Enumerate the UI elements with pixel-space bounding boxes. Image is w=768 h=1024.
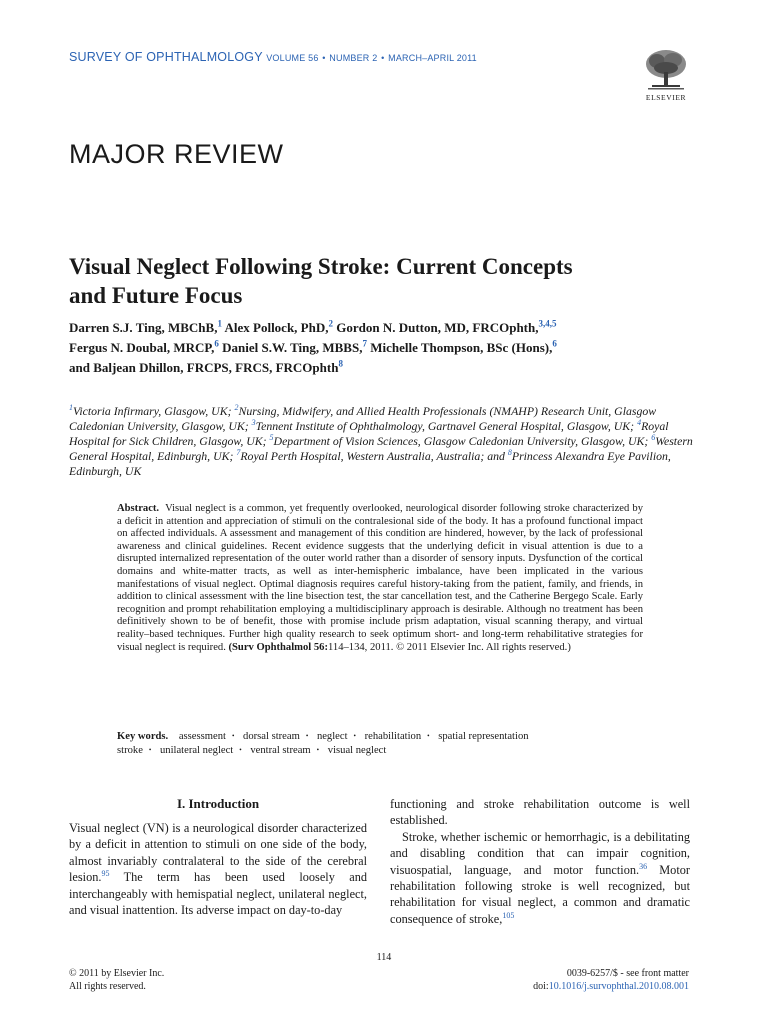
section-label: MAJOR REVIEW <box>69 139 284 169</box>
author-affiliation-ref[interactable]: 8 <box>338 358 343 369</box>
keyword[interactable]: assessment <box>178 731 226 742</box>
footer-doi <box>440 967 689 993</box>
reference-link[interactable]: 105 <box>502 910 515 920</box>
reference-link[interactable]: 95 <box>101 869 110 879</box>
author-name: and Baljean Dhillon, FRCPS, FRCS, FRCOphth <box>69 360 339 375</box>
page-number: 114 <box>376 952 392 963</box>
reference-link[interactable]: 36 <box>639 861 648 871</box>
footer-line: © 2011 by Elsevier Inc. <box>69 968 165 979</box>
keyword[interactable]: visual neglect <box>327 745 387 756</box>
title-line: Visual Neglect Following Stroke: Current Concepts <box>69 254 573 279</box>
bullet-separator: • <box>353 732 356 740</box>
author-row <box>69 318 709 338</box>
author-affiliation-ref[interactable]: 7 <box>362 338 367 349</box>
publisher-logo <box>636 48 696 102</box>
author-affiliation-ref[interactable]: 3,4,5 <box>538 318 557 329</box>
author-name: Fergus N. Doubal, MRCP, <box>69 340 215 355</box>
affiliation-text: Victoria Infirmary, Glasgow, UK; <box>73 404 235 418</box>
affiliation-text: Department of Vision Sciences, Glasgow Caledonian University, Glasgow, UK; <box>273 434 652 448</box>
tree-logo-icon <box>642 48 690 92</box>
keyword[interactable]: stroke <box>117 745 143 756</box>
body-column-left <box>69 820 367 918</box>
affiliation-number: 1 <box>69 403 73 413</box>
bullet-separator: • <box>231 732 235 740</box>
keyword[interactable]: dorsal stream <box>243 731 300 742</box>
citation: (Surv Ophthalmol 56: <box>228 641 328 653</box>
affiliation-number: 2 <box>234 403 239 413</box>
affiliation-text: Royal Perth Hospital, Western Australia, Australia; and <box>240 449 508 463</box>
abstract-label: Abstract. <box>117 503 160 514</box>
author-affiliation-ref[interactable]: 6 <box>552 338 557 349</box>
author-row <box>69 358 709 378</box>
keyword-row <box>117 744 657 758</box>
affiliation-text: Nursing, Midwifery, and Allied Health Professionals (NMAHP) Research Unit, Glasgow Caledonian University, Glasgow, UK; <box>69 404 657 433</box>
keywords <box>117 730 657 758</box>
keyword[interactable]: neglect <box>316 731 348 742</box>
bullet-separator: • <box>148 746 152 754</box>
journal-header <box>69 50 477 64</box>
author-name: Alex Pollock, PhD, <box>224 320 329 335</box>
bullet-separator: • <box>322 53 326 63</box>
author-name: Daniel S.W. Ting, MBBS, <box>222 340 363 355</box>
body-text: Visual neglect (VN) is a neurological disorder characterized by a deficit in attention to stimuli on one side of the body, almost invariably contralateral to the side of the cerebral lesion. <box>69 821 367 885</box>
title-line: and Future Focus <box>69 283 243 308</box>
affiliations <box>69 404 699 479</box>
affiliation-number: 5 <box>269 433 274 443</box>
copyright-notice: © 2011 Elsevier Inc. All rights reserved.) <box>396 641 571 653</box>
paragraph: functioning and stroke rehabilitation outcome is well established. <box>390 797 690 828</box>
author-row <box>69 338 709 358</box>
doi-prefix: doi: <box>533 981 549 992</box>
body-text: Stroke, whether ischemic or hemorrhagic, is a debilitating and disabling condition that can impair cognition, visuospatial, language, and motor function. <box>390 829 690 877</box>
body-text: The term has been used loosely and interchangeably with hemispatial neglect, unilateral neglect, and visual inattention. Its adverse impact on day-to-day <box>69 870 367 918</box>
author-list <box>69 318 709 378</box>
bullet-separator: • <box>239 746 242 754</box>
affiliation-text: Tennent Institute of Ophthalmology, Gartnavel General Hospital, Glasgow, UK; <box>255 419 638 433</box>
keyword-row <box>117 730 657 744</box>
bullet-separator: • <box>427 732 430 740</box>
affiliation-number: 3 <box>251 418 256 428</box>
footer-line: All rights reserved. <box>69 981 146 992</box>
keyword[interactable]: ventral stream <box>250 745 311 756</box>
body-column-right <box>390 796 690 927</box>
affiliation-text: Western General Hospital, Edinburgh, UK; <box>69 434 693 463</box>
author-affiliation-ref[interactable]: 6 <box>214 338 219 349</box>
affiliation-text: Royal Hospital for Sick Children, Glasgow, UK; <box>69 419 669 448</box>
author-name: Darren S.J. Ting, MBChB, <box>69 320 218 335</box>
affiliation-number: 8 <box>507 448 512 458</box>
author-affiliation-ref[interactable]: 1 <box>217 318 222 329</box>
keywords-label: Key words. <box>117 731 169 742</box>
journal-name: SURVEY OF OPHTHALMOLOGY <box>69 50 263 64</box>
paragraph <box>390 829 690 927</box>
article-title <box>69 252 709 310</box>
bullet-separator: • <box>316 746 320 754</box>
journal-number: NUMBER 2 <box>329 53 378 63</box>
journal-volume: VOLUME 56 <box>266 53 319 63</box>
doi-link[interactable]: 10.1016/j.survophthal.2010.08.001 <box>548 981 689 992</box>
keyword[interactable]: unilateral neglect <box>160 745 234 756</box>
journal-date: MARCH–APRIL 2011 <box>388 53 477 63</box>
abstract <box>117 503 643 654</box>
publisher-name: ELSEVIER <box>645 93 687 102</box>
affiliation-number: 6 <box>651 433 656 443</box>
paragraph <box>69 820 367 918</box>
author-name: Gordon N. Dutton, MD, FRCOphth, <box>336 320 539 335</box>
footer-copyright <box>69 967 164 993</box>
keyword[interactable]: rehabilitation <box>364 731 422 742</box>
citation-pages: 114–134, 2011. <box>328 641 394 653</box>
issn-line: 0039-6257/$ - see front matter <box>566 968 689 979</box>
abstract-text: Visual neglect is a common, yet frequently overlooked, neurological disorder following stroke characterized by a deficit in attention and appreciation of stimuli on the contralesional side of the body. It has a profound functional impact on affected individuals. A assessment and management of this condition are hindered, however, by the lack of professional awareness and clinical guidelines. Recent evidence suggests that the underlying deficit in visual attention is due to a disrupted internalized representation of the outer world rather than a disorder of sensory inputs. Dysfunction of the cortical domains and white-matter tracts, as well as inter-hemispheric imbalance, have been implicated in the various manifestations of visual neglect. Optimal diagnosis requires careful history-taking from the patient, family, and friends, in addition to clinical assessment with the line bisection test, the star cancellation test, and the Catherine Bergego Scale. Early recognition and prompt rehabilitation employing a multidisciplinary approach is desirable. Although no treatment has been definitively shown to be of benefit, those with promise include prism adaptation, visual scanning therapy, and virtual reality–based techniques. Further high quality research to seek optimum short- and long-term rehabilitative strategies for visual neglect is required. <box>117 503 643 653</box>
affiliation-number: 7 <box>236 448 241 458</box>
author-affiliation-ref[interactable]: 2 <box>328 318 333 329</box>
affiliation-text: Princess Alexandra Eye Pavilion, Edinburgh, UK <box>69 449 671 478</box>
section-heading: I. Introduction <box>176 796 260 811</box>
body-text: Motor rehabilitation following stroke is well recognized, but rehabilitation for visual neglect, a common and dramatic consequence of stroke, <box>390 862 690 926</box>
doi-line <box>440 980 689 993</box>
bullet-separator: • <box>381 53 385 63</box>
affiliation-number: 4 <box>637 418 642 428</box>
keyword[interactable]: spatial representation <box>438 731 529 742</box>
bullet-separator: • <box>305 732 309 740</box>
author-name: Michelle Thompson, BSc (Hons), <box>370 340 553 355</box>
